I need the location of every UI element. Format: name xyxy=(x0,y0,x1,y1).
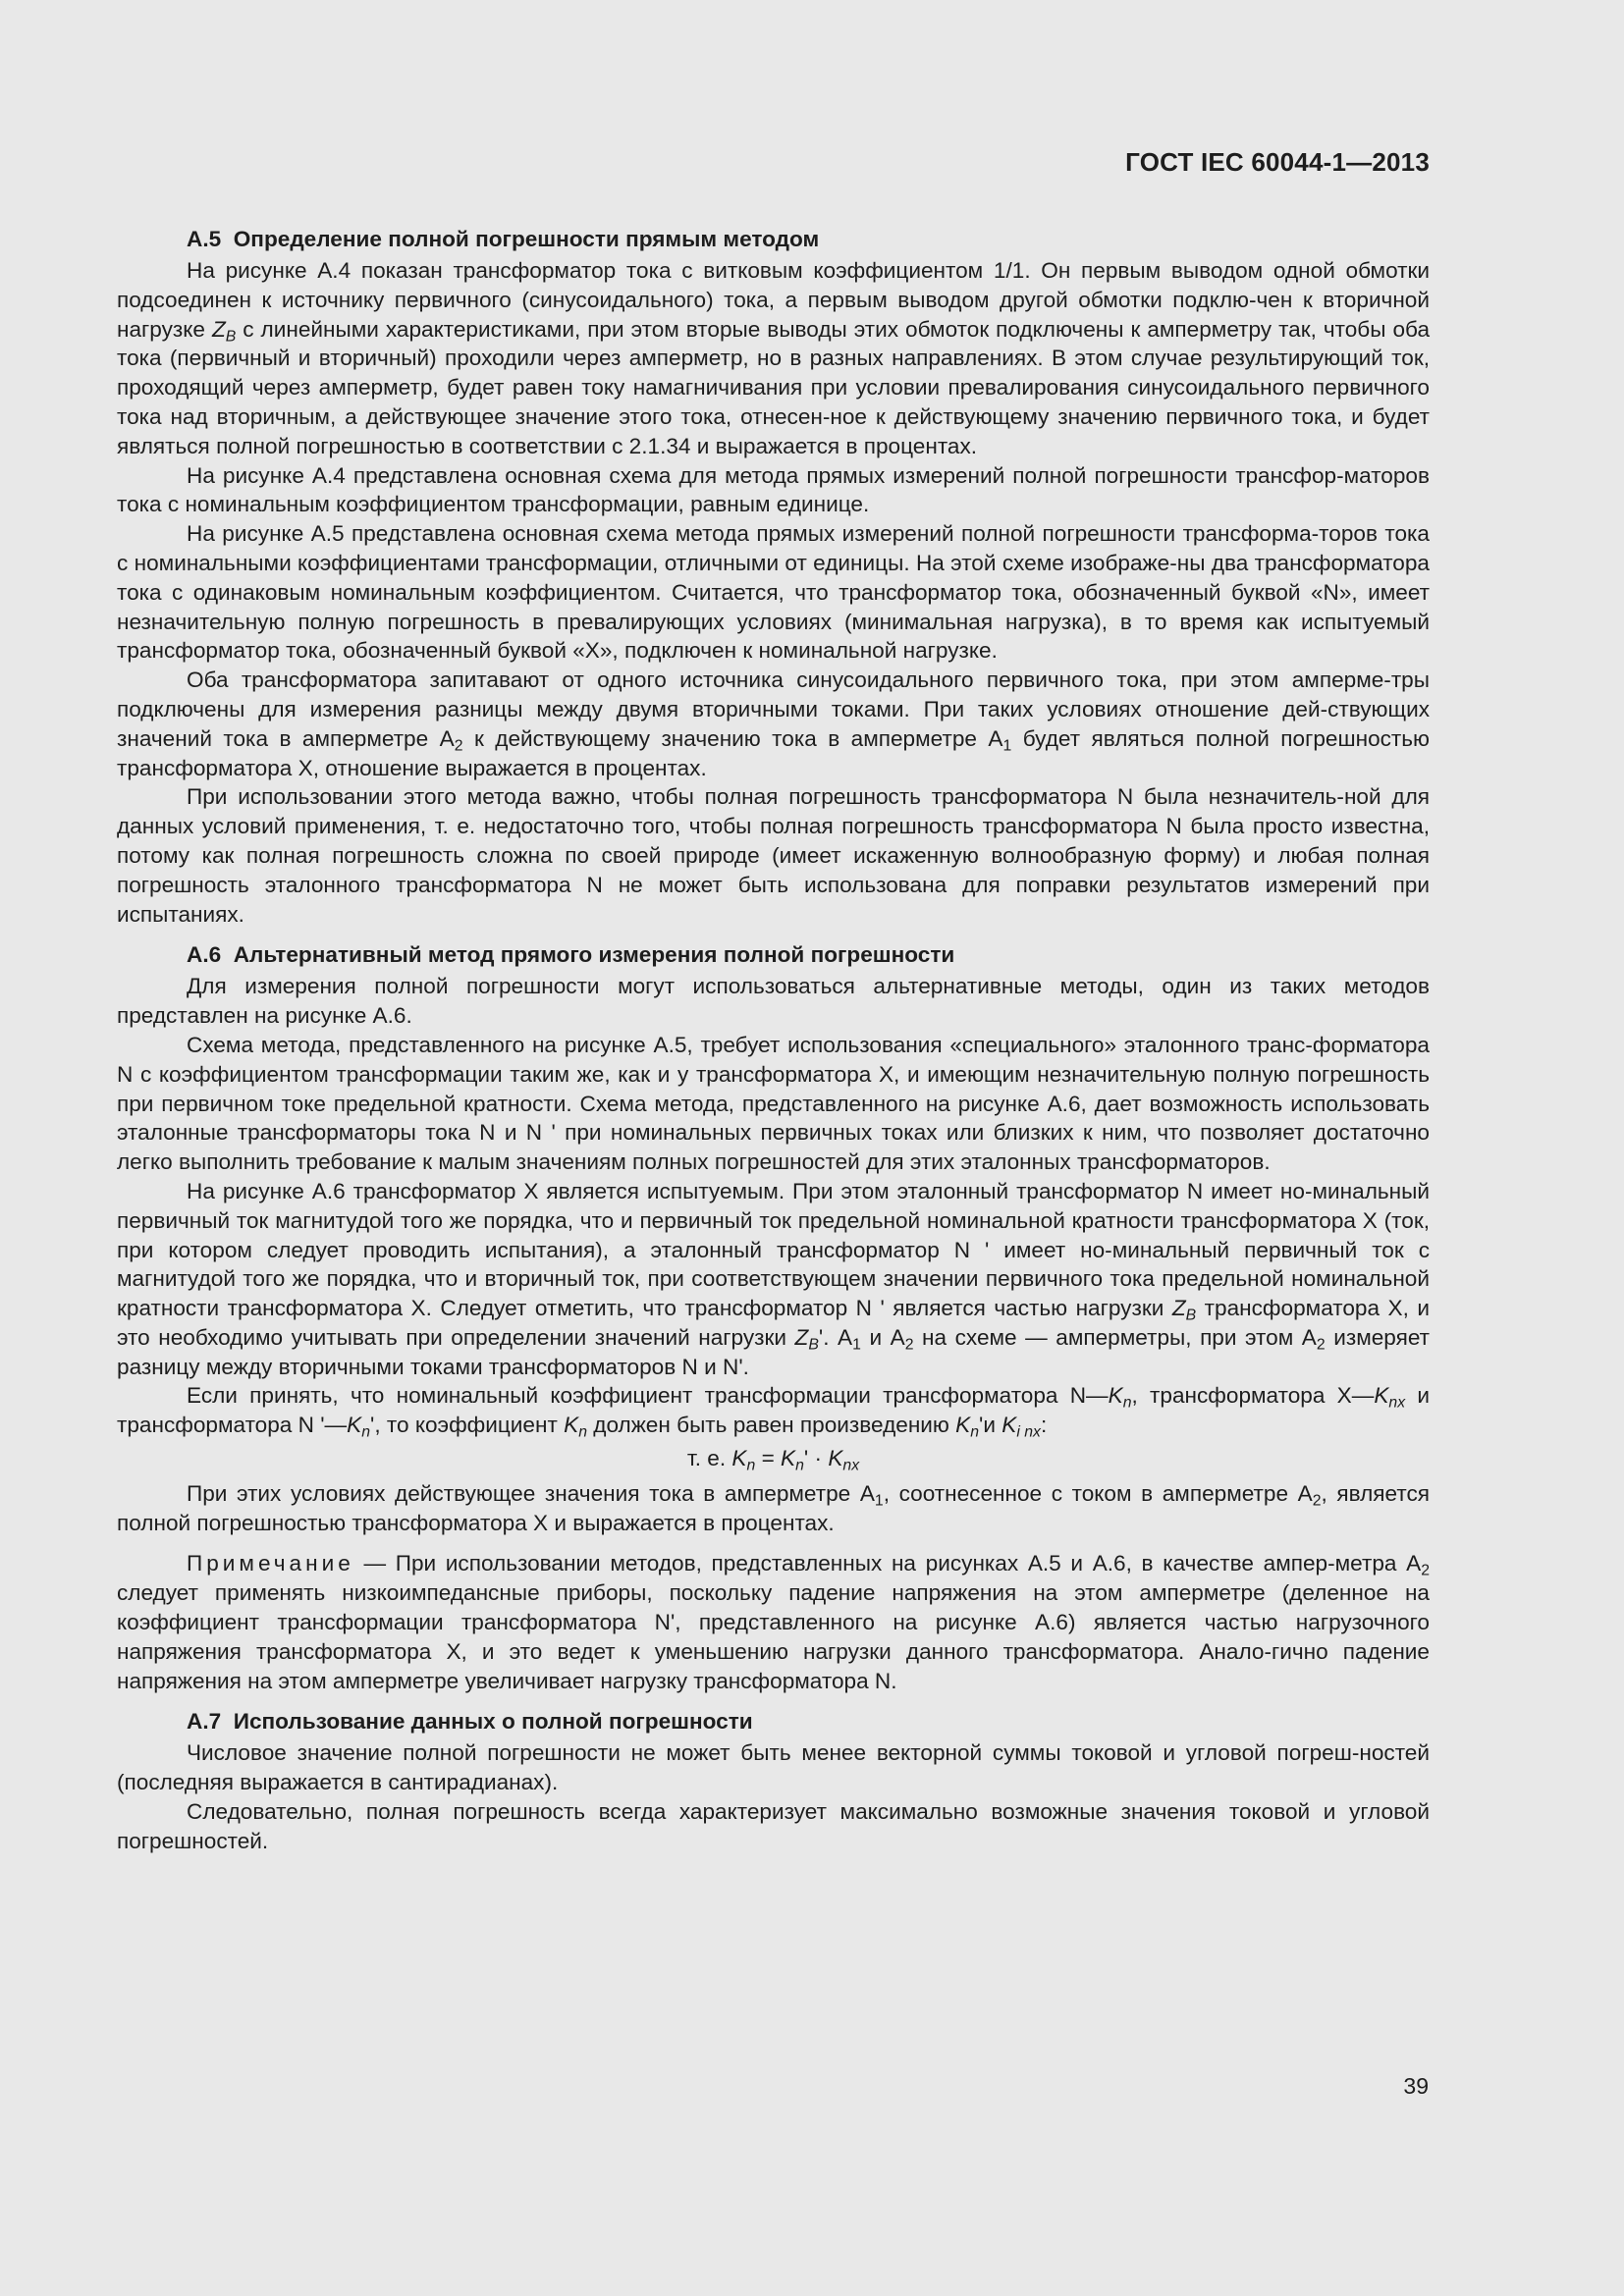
section-heading-a7 xyxy=(187,1707,1430,1736)
paragraph: Для измерения полной погрешности могут использоваться альтернативные методы, один из таких методов представлен на рисунке А.6. xyxy=(117,974,1430,1029)
paragraph: Оба трансформатора запитавают от одного источника синусоидального первичного тока, при этом амперме-тры подключены для измерения разницы между двумя вторичными токами. При таких условиях отношение дей-ствующих значений тока в амперметре $А_2$ к действующему значению тока в амперметре $А_1$ будет являться полной погрешностью трансформатора X, отношение выражается в процентах. xyxy=(117,667,1430,780)
section-number: А.6 xyxy=(187,942,222,968)
paragraph: На рисунке А.6 трансформатор X является испытуемым. При этом эталонный трансформатор N имеет но-минальный первичный ток магнитудой того же порядка, что и первичный ток предельной номинальной кратности трансформатора X (ток, при котором следует проводить испытания), а эталонный трансформатор N ' имеет но-минальный первичный ток с магнитудой того же порядка, что и вторичный ток, при соответствующем значении первичного тока предельной номинальной кратности трансформатора X. Следует отметить, что трансформатор N ' является частью нагрузки $Z_B$ трансформатора X, и это необходимо учитывать при определении значений нагрузки $Z_B'$. $А_1$ и $А_2$ на схеме — амперметры, при этом $А_2$ измеряет разницу между вторичными токами трансформаторов N и N'. xyxy=(117,1178,1431,1379)
paragraph: На рисунке А.4 показан трансформатор тока с витковым коэффициентом 1/1. Он первым выводом одной обмотки подсоединен к источнику первичного (синусоидального) тока, а первым выводом другой обмотки подклю-чен к вторичной нагрузке $Z_B$ с линейными характеристиками, при этом вторые выводы этих обмоток подключены к амперметру так, чтобы оба тока (первичный и вторичный) проходили через амперметр, но в разных направлениях. В этом случае результирующий ток, проходящий через амперметр, будет равен току намагничивания при условии превалирования синусоидального первичного тока над вторичным, а действующее значение этого тока, отнесен-ное к действующему значению первичного тока, и будет являться полной погрешностью в соответствии с 2.1.34 и выражается в процентах. xyxy=(117,258,1431,458)
page-number: 39 xyxy=(1403,2073,1429,2099)
page-body xyxy=(117,225,1430,1856)
paragraph: На рисунке А.5 представлена основная схема метода прямых измерений полной погрешности трансформа-торов тока с номинальными коэффициентами трансформации, отличными от единицы. На этой схеме изображе-ны два трансформатора тока с одинаковым номинальным коэффициентом. Считается, что трансформатор тока, обозначенный буквой «N», имеет незначительную полную погрешность в превалирующих условиях (минимальная нагрузка), в то время как испытуемый трансформатор тока, обозначенный буквой «X», подключен к номинальной нагрузке. xyxy=(117,521,1430,664)
paragraph: При использовании этого метода важно, чтобы полная погрешность трансформатора N была незначитель-ной для данных условий применения, т. е. недостаточно того, чтобы полная погрешность трансформатора N была просто известна, потому как полная погрешность сложна по своей природе (имеет искаженную волнообразную форму) и любая полная погрешность эталонного трансформатора N не может быть использована для поправки результатов измерений при испытаниях. xyxy=(117,784,1430,927)
section-heading-a5 xyxy=(187,225,1430,254)
note-paragraph: Примечание — При использовании методов, представленных на рисунках А.5 и А.6, в качестве ампер-метра $А_2$ следует применять низкоимпедансные приборы, поскольку падение напряжения на этом амперметре (деленное на коэффициент трансформации трансформатора N', представленного на рисунке А.6) является частью нагрузочного напряжения трансформатора X, и это ведет к уменьшению нагрузки данного трансформатора. Анало-гично падение напряжения на этом амперметре увеличивает нагрузку трансформатора N. xyxy=(117,1551,1430,1693)
section-title: Определение полной погрешности прямым методом xyxy=(233,227,820,251)
formula: т. е. $K_n = K_n' \cdot K_{nx}$ xyxy=(686,1446,860,1474)
paragraph: При этих условиях действующее значения тока в амперметре $А_1$, соотнесенное с током в амперметре $А_2$, является полной погрешностью трансформатора X и выражается в процентах. xyxy=(117,1480,1430,1535)
document-id: ГОСТ IEC 60044-1—2013 xyxy=(1125,147,1430,177)
section-title: Использование данных о полной погрешности xyxy=(233,1709,753,1735)
paragraph: Схема метода, представленного на рисунке А.5, требует использования «специального» эталонного транс-форматора N с коэффициентом трансформации таким же, как и у трансформатора X, и имеющим незначительную полную погрешность при первичном токе предельной кратности. Схема метода, представленного на рисунке А.6, дает возможность использовать эталонные трансформаторы тока N и N ' при номинальных первичных токах или близких к ним, что позволяет достаточно легко выполнить требование к малым значениям полных погрешностей для этих эталонных трансформаторов. xyxy=(117,1032,1430,1175)
section-number: А.7 xyxy=(187,1709,222,1735)
paragraph: Если принять, что номинальный коэффициент трансформации трансформатора $N—K_n$, трансформатора $X—K_{nx}$ и трансформатора N '$—K_n$', то коэффициент $K_n$ должен быть равен произведению $K_n'и$ $K_{i nx}$: xyxy=(117,1383,1430,1442)
section-title: Альтернативный метод прямого измерения полной погрешности xyxy=(233,942,955,968)
paragraph: Следовательно, полная погрешность всегда характеризует максимально возможные значения токовой и угловой погрешностей. xyxy=(117,1799,1430,1853)
note-label: Примечание xyxy=(187,1551,354,1576)
section-number: А.5 xyxy=(187,227,222,251)
section-heading-a6 xyxy=(187,940,1430,970)
paragraph: На рисунке А.4 представлена основная схема для метода прямых измерений полной погрешности трансфор-маторов тока с номинальным коэффициентом трансформации, равным единице. xyxy=(117,462,1430,517)
paragraph: Числовое значение полной погрешности не может быть менее векторной суммы токовой и угловой погреш-ностей (последняя выражается в сантирадианах). xyxy=(117,1740,1430,1795)
